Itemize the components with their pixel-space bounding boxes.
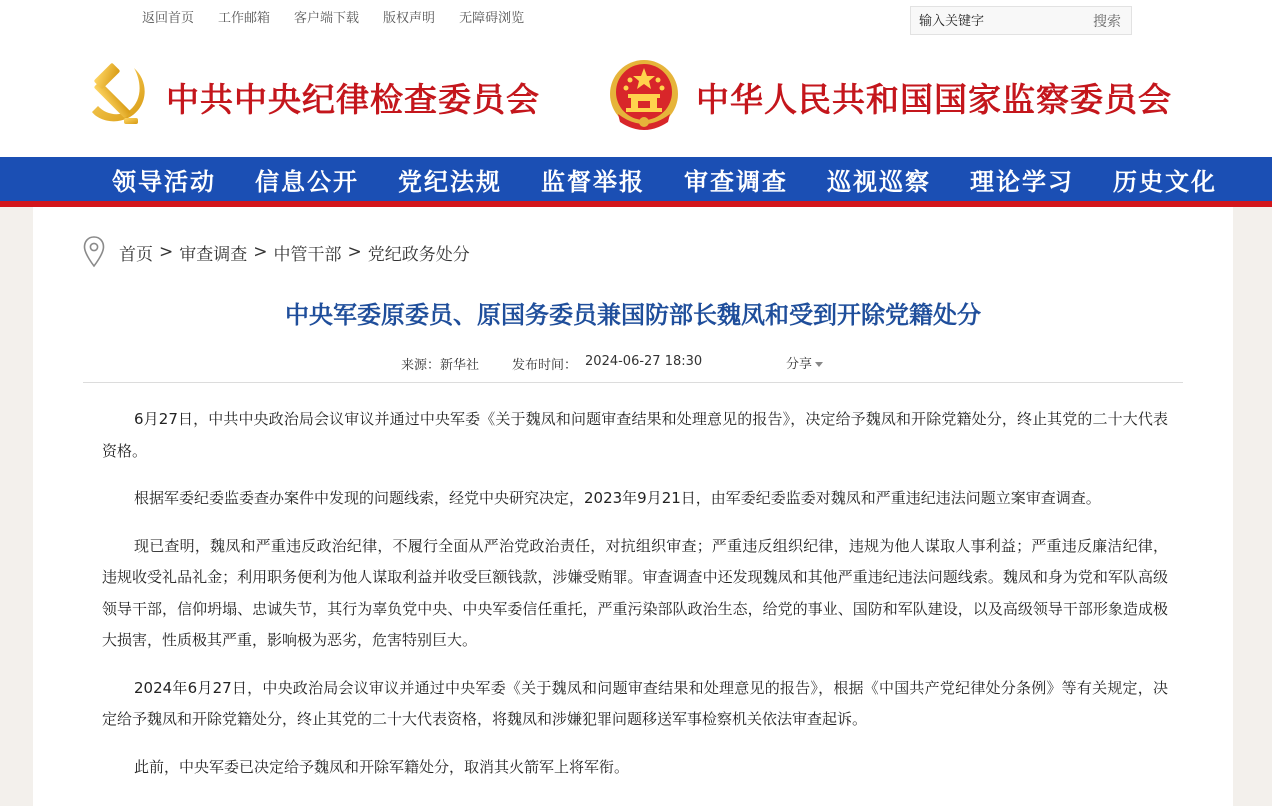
article-source: 来源：新华社 (401, 358, 480, 373)
nav-item-investigation[interactable]: 审查调查 (684, 167, 788, 196)
nav-item-regulations[interactable]: 党纪法规 (398, 167, 502, 196)
top-link-home[interactable]: 返回首页 (142, 11, 195, 26)
meta-divider (83, 382, 1183, 383)
nav-item-report[interactable]: 监督举报 (541, 167, 645, 196)
breadcrumb-sanctions[interactable]: 党纪政务处分 (367, 244, 470, 265)
top-links (142, 7, 524, 26)
nsc-title[interactable]: 中华人民共和国国家监察委员会 (696, 80, 1172, 119)
national-emblem-icon (608, 58, 680, 132)
site-header (0, 48, 1272, 157)
search-box (910, 6, 1132, 35)
hammer-sickle-icon (84, 60, 152, 128)
cpc-ccdi-title[interactable]: 中共中央纪律检查委员会 (166, 80, 540, 119)
breadcrumb-separator: > (253, 242, 268, 262)
content-panel (33, 207, 1233, 806)
search-input[interactable] (919, 12, 1079, 30)
breadcrumb-separator: > (159, 242, 174, 262)
nav-item-history[interactable]: 历史文化 (1113, 167, 1217, 196)
main-nav (0, 157, 1272, 201)
nav-item-info[interactable]: 信息公开 (255, 167, 359, 196)
search-button[interactable]: 搜索 (1093, 14, 1121, 30)
nav-item-inspection[interactable]: 巡视巡察 (827, 167, 931, 196)
article-paragraph: 根据军委纪委监委查办案件中发现的问题线索，经党中央研究决定，2023年9月21日，由军委纪委监委对魏凤和严重违纪违法问题立案审查调查。 (134, 489, 1101, 507)
breadcrumb-investigation[interactable]: 审查调查 (179, 244, 248, 265)
article-paragraph: 6月27日，中共中央政治局会议审议并通过中央军委《关于魏凤和问题审查结果和处理意见的报告》，决定给予魏凤和开除党籍处分，终止其党的二十大代表资格。 (102, 410, 1168, 460)
published-time: 2024-06-27 18:30 (585, 354, 703, 369)
top-link-accessibility[interactable]: 无障碍浏览 (459, 11, 525, 26)
article-paragraph: 2024年6月27日，中央政治局会议审议并通过中央军委《关于魏凤和问题审查结果和处理意见的报告》，根据《中国共产党纪律处分条例》等有关规定，决定给予魏凤和开除党籍处分，终止其党的二十大代表资格，将魏凤和涉嫌犯罪问题移送军事检察机关依法审查起诉。 (102, 678, 1168, 728)
top-link-copyright[interactable]: 版权声明 (383, 11, 436, 26)
share-label: 分享 (786, 357, 813, 372)
top-bar (0, 0, 1272, 48)
published-label: 发布时间： (512, 358, 578, 373)
breadcrumb-home[interactable]: 首页 (119, 244, 153, 265)
top-link-mail[interactable]: 工作邮箱 (218, 11, 271, 26)
breadcrumb-central-cadres[interactable]: 中管干部 (273, 244, 342, 265)
breadcrumb (83, 235, 470, 269)
article-paragraph: 现已查明，魏凤和严重违反政治纪律，不履行全面从严治党政治责任，对抗组织审查；严重违反组织纪律，违规为他人谋取人事利益；严重违反廉洁纪律，违规收受礼品礼金；利用职务便利为他人谋取利益并收受巨额钱款，涉嫌受贿罪。审查调查中还发现魏凤和其他严重违纪违法问题线索。魏凤和身为党和军队高级领导干部，信仰坍塌、忠诚失节，其行为辜负党中央、中央军委信任重托，严重污染部队政治生态，给党的事业、国防和军队建设，以及高级领导干部形象造成极大损害，性质极其严重，影响极为恶劣，危害特别巨大。 (102, 536, 1168, 649)
article-body (102, 404, 1168, 799)
breadcrumb-separator: > (347, 242, 362, 262)
top-link-client-download[interactable]: 客户端下载 (294, 11, 360, 26)
article-paragraph: 此前，中央军委已决定给予魏凤和开除军籍处分，取消其火箭军上将军衔。 (134, 757, 630, 776)
location-pin-icon (83, 235, 105, 269)
article-meta (401, 354, 702, 373)
article-title: 中央军委原委员、原国务委员兼国防部长魏凤和受到开除党籍处分 (285, 301, 981, 329)
share-button[interactable] (786, 353, 823, 372)
nav-item-leadership[interactable]: 领导活动 (112, 167, 216, 196)
caret-down-icon (815, 362, 823, 367)
nav-item-theory[interactable]: 理论学习 (970, 167, 1074, 196)
